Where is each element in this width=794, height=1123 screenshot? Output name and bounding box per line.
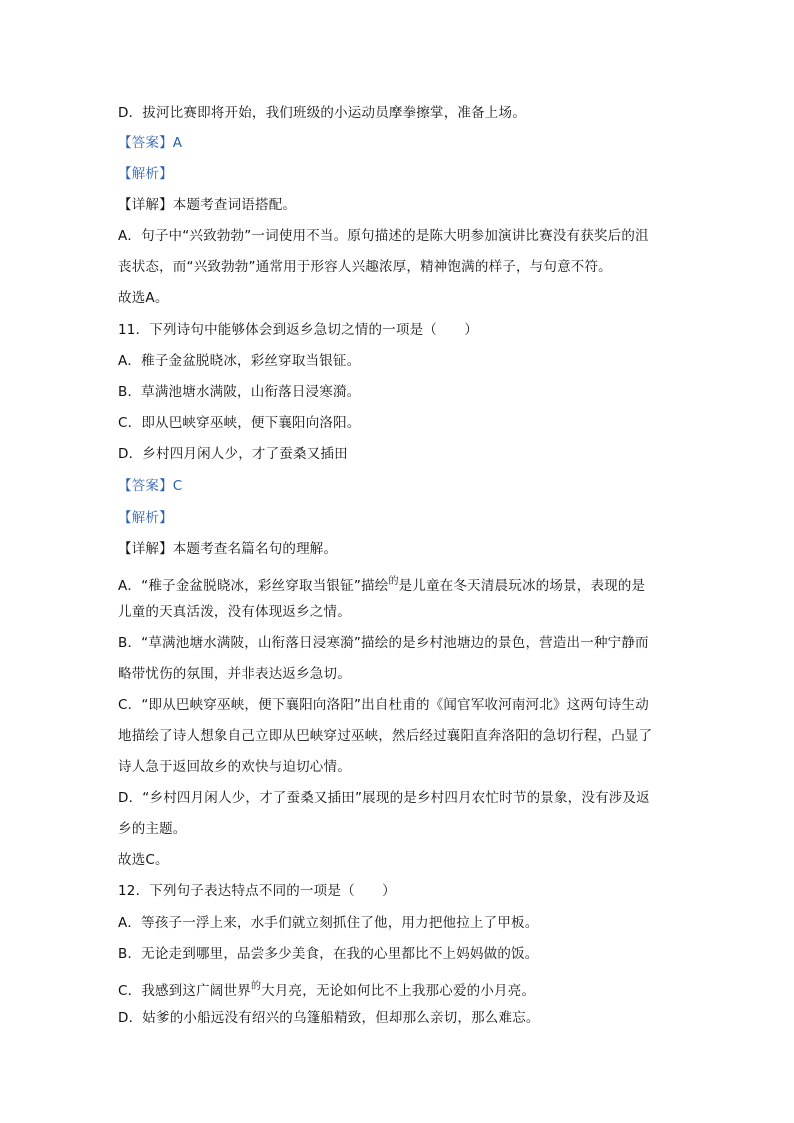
explain-q11-c-line1: C．“即从巴峡穿巫峡，便下襄阳向洛阳”出自杜甫的《闻官军收河南河北》这两句诗生动 bbox=[118, 697, 649, 713]
option-d-q12: D．姑爹的小船远没有绍兴的乌篷船精致，但却那么亲切，那么难忘。 bbox=[118, 1010, 540, 1026]
explain-q11-d-line2: 乡的主题。 bbox=[118, 821, 187, 837]
detail-q10: 【详解】本题考查词语搭配。 bbox=[118, 197, 297, 213]
answer-tag-q11: 【答案】C bbox=[118, 478, 183, 494]
option-text: 大月亮，无论如何比不上我那心爱的小月亮。 bbox=[261, 983, 536, 999]
option-b-q11: B．草满池塘水满陂，山衔落日浸寒漪。 bbox=[118, 384, 361, 400]
conclusion-q10: 故选A。 bbox=[118, 290, 169, 306]
explain-q11-a-line1 bbox=[118, 572, 645, 596]
option-text: C．我感到这广阔世界 bbox=[118, 983, 251, 999]
explain-text: A．“稚子金盆脱晓冰，彩丝穿取当银钲”描绘 bbox=[118, 578, 389, 594]
option-d-q11: D．乡村四月闲人少，才了蚕桑又插田 bbox=[118, 446, 348, 462]
conclusion-q11: 故选C。 bbox=[118, 852, 169, 868]
option-a-q11: A．稚子金盆脱晓冰，彩丝穿取当银钲。 bbox=[118, 353, 361, 369]
explain-text: 是儿童在冬天清晨玩冰的场景，表现的是 bbox=[398, 578, 646, 594]
superscript-char: 的 bbox=[388, 576, 399, 587]
option-a-q12: A．等孩子一浮上来，水手们就立刻抓住了他，用力把他拉上了甲板。 bbox=[118, 915, 539, 931]
option-d-q10: D．拔河比赛即将开始，我们班级的小运动员摩拳擦掌，准备上场。 bbox=[118, 105, 526, 121]
explain-q11-c-line3: 诗人急于返回故乡的欢快与迫切心情。 bbox=[118, 759, 351, 775]
question-12: 12．下列句子表达特点不同的一项是（ ） bbox=[118, 883, 396, 899]
superscript-char: 的 bbox=[250, 981, 262, 992]
option-c-q12 bbox=[118, 977, 535, 1001]
analysis-tag-q10: 【解析】 bbox=[118, 166, 173, 182]
question-11: 11．下列诗句中能够体会到返乡急切之情的一项是（ ） bbox=[118, 322, 479, 338]
explain-q11-c-line2: 地描绘了诗人想象自己立即从巴峡穿过巫峡，然后经过襄阳直奔洛阳的急切行程，凸显了 bbox=[118, 728, 653, 744]
explain-q10-line2: 丧状态，而“兴致勃勃”通常用于形容人兴趣浓厚，精神饱满的样子，与句意不符。 bbox=[118, 259, 612, 275]
explain-q11-b-line1: B．“草满池塘水满陂，山衔落日浸寒漪”描绘的是乡村池塘边的景色，营造出一种宁静而 bbox=[118, 635, 649, 651]
analysis-tag-q11: 【解析】 bbox=[118, 510, 173, 526]
explain-q11-d-line1: D．“乡村四月闲人少，才了蚕桑又插田”展现的是乡村四月农忙时节的景象，没有涉及返 bbox=[118, 790, 650, 806]
explain-q11-a-line2: 儿童的天真活泼，没有体现返乡之情。 bbox=[118, 604, 351, 620]
explain-q11-b-line2: 略带忧伤的氛围，并非表达返乡急切。 bbox=[118, 666, 351, 682]
explain-q10-line1: A．句子中“兴致勃勃”一词使用不当。原句描述的是陈大明参加演讲比赛没有获奖后的沮 bbox=[118, 228, 649, 244]
option-b-q12: B．无论走到哪里，品尝多少美食，在我的心里都比不上妈妈做的饭。 bbox=[118, 946, 539, 962]
detail-q11: 【详解】本题考查名篇名句的理解。 bbox=[118, 541, 338, 557]
answer-tag-q10: 【答案】A bbox=[118, 135, 183, 151]
option-c-q11: C．即从巴峡穿巫峡，便下襄阳向洛阳。 bbox=[118, 415, 361, 431]
